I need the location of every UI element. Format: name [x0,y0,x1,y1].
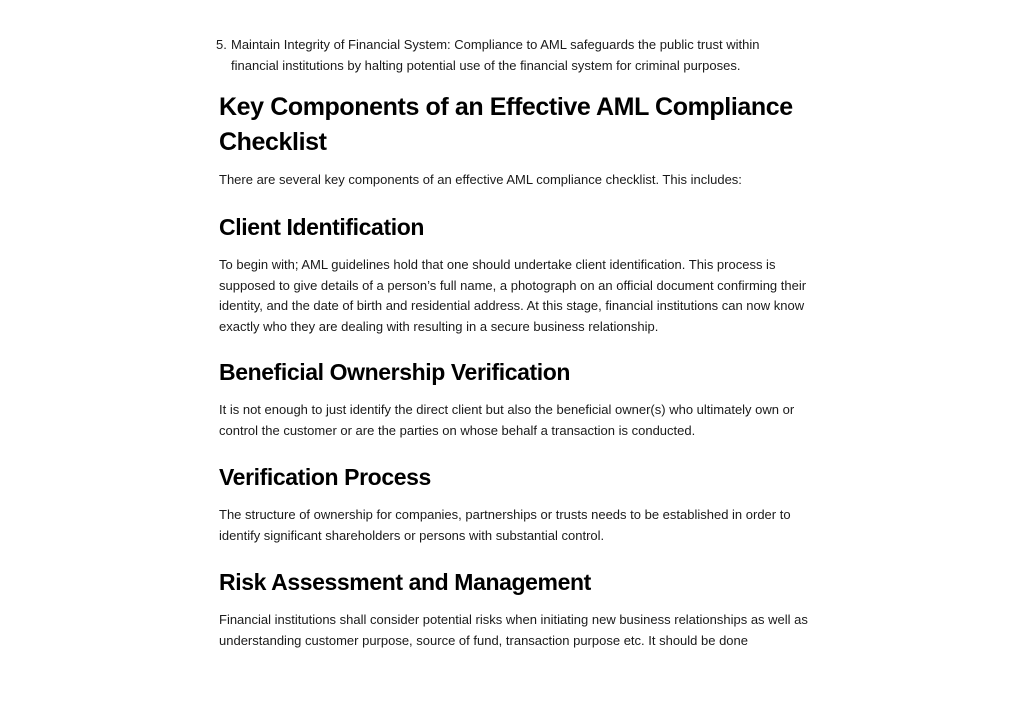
section-body-client-identification: To begin with; AML guidelines hold that one should undertake client identification. This process is supposed to give details of a person’s full name, a photograph on an official document confirming their identity, and the date of birth and residential address. At this stage, financial institutions can now know exactly who they are dealing with resulting in a secure business relationship. [219,257,807,334]
section-heading-verification-process: Verification Process [219,464,431,490]
section-heading-client-identification: Client Identification [219,214,424,240]
section-body-verification-process: The structure of ownership for companies, partnerships or trusts needs to be established in order to identify significant shareholders or persons with substantial control. [219,507,791,543]
list-item [216,35,809,76]
list-item-text: Maintain Integrity of Financial System: Compliance to AML safeguards the public trust within financial institutions by halting potential use of the financial system for criminal purposes. [231,37,760,73]
section-body-risk-assessment: Financial institutions shall consider potential risks when initiating new business relationships as well as understanding customer purpose, source of fund, transaction purpose etc. It should be done [219,612,808,648]
main-heading: Key Components of an Effective AML Compliance Checklist [219,93,793,156]
section-heading-beneficial-ownership: Beneficial Ownership Verification [219,359,571,385]
section-heading-risk-assessment: Risk Assessment and Management [219,569,591,595]
intro-paragraph: There are several key components of an effective AML compliance checklist. This includes: [219,172,742,187]
section-body-beneficial-ownership: It is not enough to just identify the direct client but also the beneficial owner(s) who ultimately own or control the customer or are the parties on whose behalf a transaction is conducted. [219,402,795,438]
list-number: 5. [216,37,227,52]
